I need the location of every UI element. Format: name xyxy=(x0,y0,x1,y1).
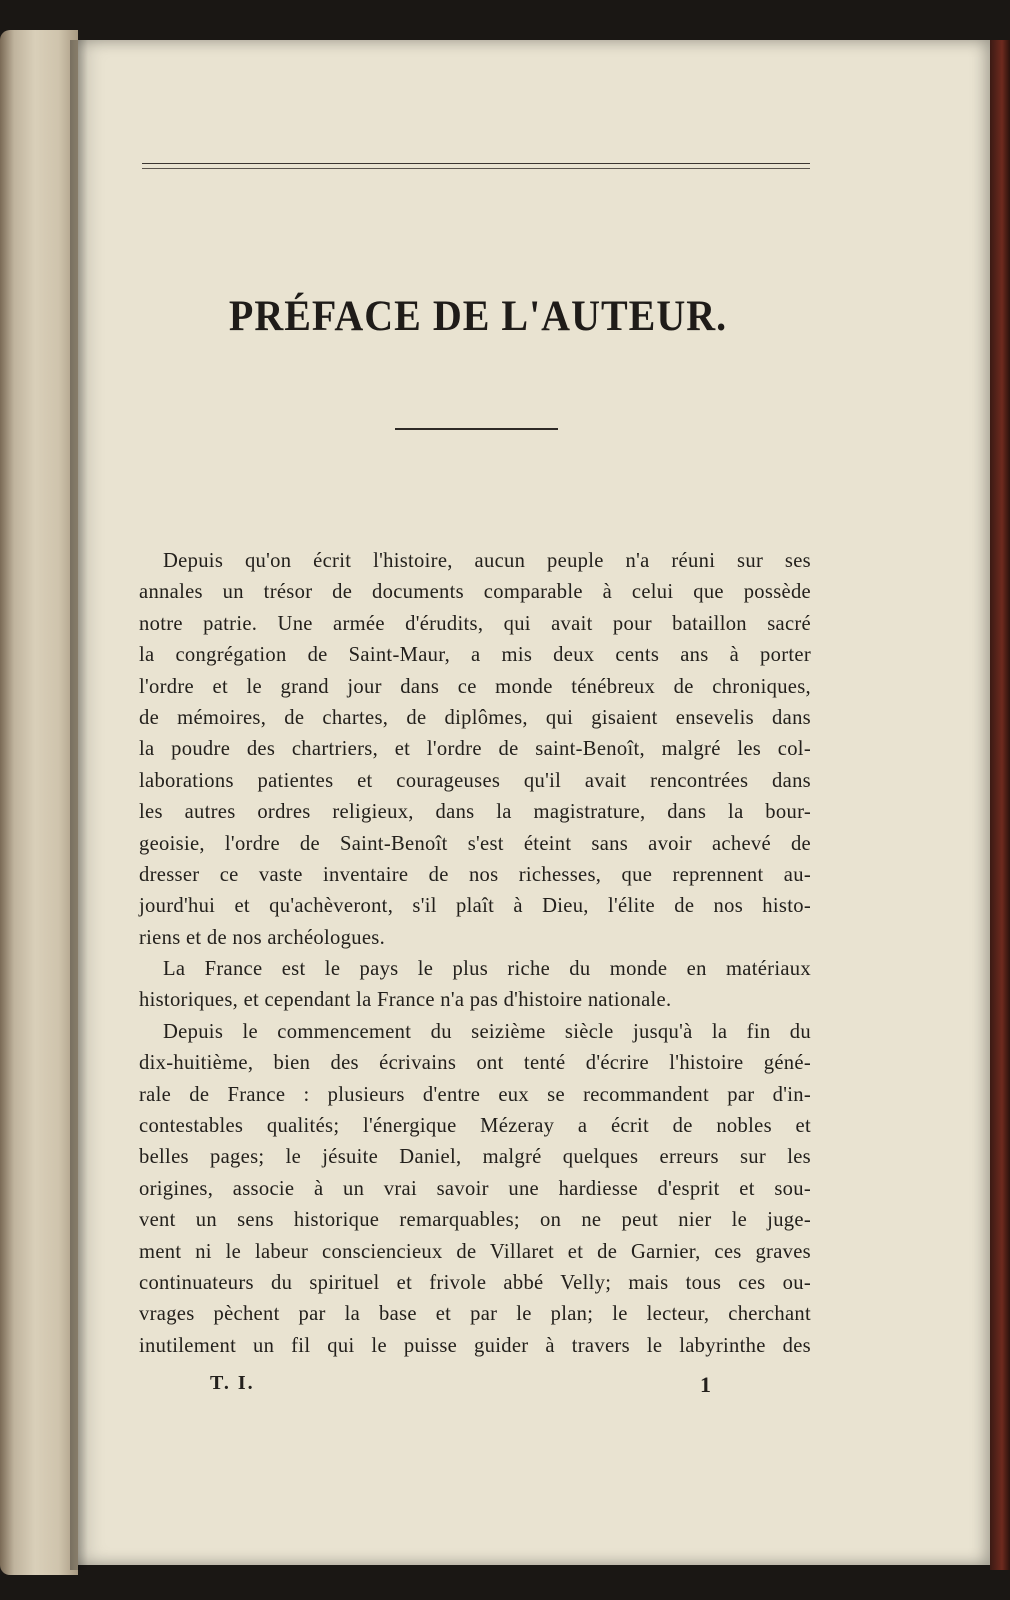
text-line: la poudre des chartriers, et l'ordre de saint-Benoît, malgré les col- xyxy=(139,738,811,761)
text-line: dix-huitième, bien des écrivains ont tenté d'écrire l'histoire géné- xyxy=(139,1052,811,1075)
text-line: l'ordre et le grand jour dans ce monde ténébreux de chroniques, xyxy=(139,675,811,698)
text-line: annales un trésor de documents comparable à celui que possède xyxy=(139,581,811,604)
book-cover-edge xyxy=(990,40,1010,1570)
signature-mark: T. I. xyxy=(210,1372,255,1394)
text-line: dresser ce vaste inventaire de nos richesses, que reprennent au- xyxy=(139,863,811,886)
text-line: La France est le pays le plus riche du monde en matériaux xyxy=(163,958,811,981)
text-line: continuateurs du spirituel et frivole abbé Velly; mais tous ces ou- xyxy=(139,1271,811,1294)
text-line: jourd'hui et qu'achèveront, s'il plaît à Dieu, l'élite de nos histo- xyxy=(139,895,811,918)
text-line: origines, associe à un vrai savoir une hardiesse d'esprit et sou- xyxy=(139,1177,811,1200)
text-line: historiques, et cependant la France n'a pas d'histoire nationale. xyxy=(139,989,672,1012)
text-line: inutilement un fil qui le puisse guider à travers le labyrinthe des xyxy=(139,1334,811,1357)
text-line: vrages pèchent par la base et par le plan; le lecteur, cherchant xyxy=(139,1303,811,1326)
title-rule xyxy=(395,428,558,430)
text-line: la congrégation de Saint-Maur, a mis deux cents ans à porter xyxy=(139,644,811,667)
text-line: ment ni le labeur consciencieux de Villaret et de Garnier, ces graves xyxy=(139,1240,811,1263)
text-line: notre patrie. Une armée d'érudits, qui avait pour bataillon sacré xyxy=(139,612,811,635)
gutter-shadow xyxy=(70,40,88,1570)
header-double-rule xyxy=(142,163,810,169)
signature-number: 1 xyxy=(700,1372,711,1397)
page-curl-edge xyxy=(0,30,78,1575)
text-line: vent un sens historique remarquables; on ne peut nier le juge- xyxy=(139,1209,811,1232)
text-line: geoisie, l'ordre de Saint-Benoît s'est éteint sans avoir achevé de xyxy=(139,832,811,855)
text-line: belles pages; le jésuite Daniel, malgré quelques erreurs sur les xyxy=(139,1146,811,1169)
body-text xyxy=(139,546,811,1362)
text-line: de mémoires, de chartes, de diplômes, qui gisaient ensevelis dans xyxy=(139,706,811,729)
text-line: laborations patientes et courageuses qu'il avait rencontrées dans xyxy=(139,769,811,792)
text-line: rale de France : plusieurs d'entre eux se recommandent par d'in- xyxy=(139,1083,811,1106)
text-line: les autres ordres religieux, dans la magistrature, dans la bour- xyxy=(139,801,811,824)
text-line: Depuis qu'on écrit l'histoire, aucun peuple n'a réuni sur ses xyxy=(163,550,811,572)
text-line: riens et de nos archéologues. xyxy=(139,926,386,949)
text-line: contestables qualités; l'énergique Mézeray a écrit de nobles et xyxy=(139,1115,811,1138)
text-line: Depuis le commencement du seizième siècle jusqu'à la fin du xyxy=(163,1020,811,1043)
page-title: PRÉFACE DE L'AUTEUR. xyxy=(228,291,728,340)
